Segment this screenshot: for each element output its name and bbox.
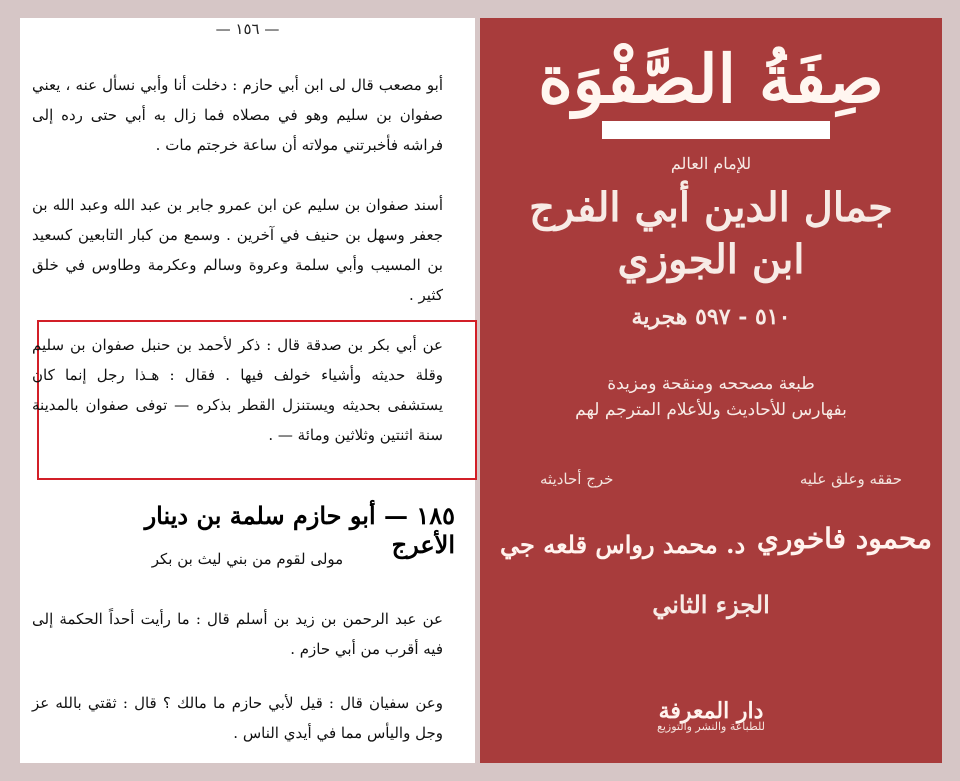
paragraph-abdulrahman: عن عبد الرحمن بن زيد بن أسلم قال : ما رأيت أحداً الحكمة إلى فيه أقرب من أبي حازم . <box>32 610 443 658</box>
paragraph-sufyan: وعن سفيان قال : قيل لأبي حازم ما مالك ؟ قال : ثقتي بالله عز وجل واليأس مما في أيدي الناس . <box>32 694 443 742</box>
publisher-name: دار المعرفة <box>658 698 764 724</box>
cover-title: صِفَةُ الصَّفْوَة <box>538 40 884 118</box>
years-range: ٥١٠ - ٥٩٧ هجرية <box>631 304 791 330</box>
editor-name: محمود فاخوري <box>756 522 932 555</box>
book-cover <box>480 18 942 763</box>
paragraph-safwan-narrations: أسند صفوان بن سليم عن ابن عمرو جابر بن عبد الله وعبد الله بن جعفر وسهل بن حنيف في آخرين . وسمع من كبار التابعين كسعيد بن المسيب وأبي سلمة وعروة وسالم وعكرمة وطاوس في خلق كثير . <box>32 196 443 304</box>
publisher-subtitle: للطباعة والنشر والتوزيع <box>656 720 765 733</box>
paragraph-abu-musab: أبو مصعب قال لى ابن أبي حازم : دخلت أنا وأبي نسأل عنه ، يعني صفوان بن سليم وهو في مصلاه فما زال به أبي حتى رده إلى فراشه فأخبرتني مولاته أن ساعة خرجتم مات . <box>32 76 443 154</box>
edition-line1: طبعة مصححه ومنقحة ومزيدة <box>607 374 815 394</box>
paragraph-abu-bakr-sadaqa: عن أبي بكر بن صدقة قال : ذكر لأحمد بن حنبل صفوان بن سليم وقلة حديثه وأشياء خولف فيها . فقال : هـذا رجل إنما كان يستشفى بحديثه ويستنزل القطر بذكره — توفى صفوان بالمدينة سنة اثنتين وثلاثين ومائة — . <box>32 336 443 444</box>
part-label: الجزء الثاني <box>652 590 770 619</box>
hadith-editor-name: د. محمد رواس قلعه جي <box>500 530 746 559</box>
imam-label: للإمام العالم <box>670 154 752 173</box>
entry-heading: ١٨٥ — أبو حازم سلمة بن دينار الأعرج <box>144 501 455 559</box>
author-name-line1: جمال الدين أبي الفرج <box>529 184 893 231</box>
author-name-line2: ابن الجوزي <box>617 236 805 283</box>
edition-line2: بفهارس للأحاديث وللأعلام المترجم لهم <box>575 400 847 420</box>
text-page <box>20 18 475 763</box>
redaction-bar <box>602 121 830 139</box>
editor-label: حققه وعلق عليه <box>799 470 902 488</box>
publisher-logo <box>480 698 942 733</box>
hadith-label: خرج أحاديثه <box>540 470 614 488</box>
page-number: — ١٥٦ — <box>215 20 280 38</box>
entry-subheading: مولى لقوم من بني ليث بن بكر <box>151 550 344 568</box>
